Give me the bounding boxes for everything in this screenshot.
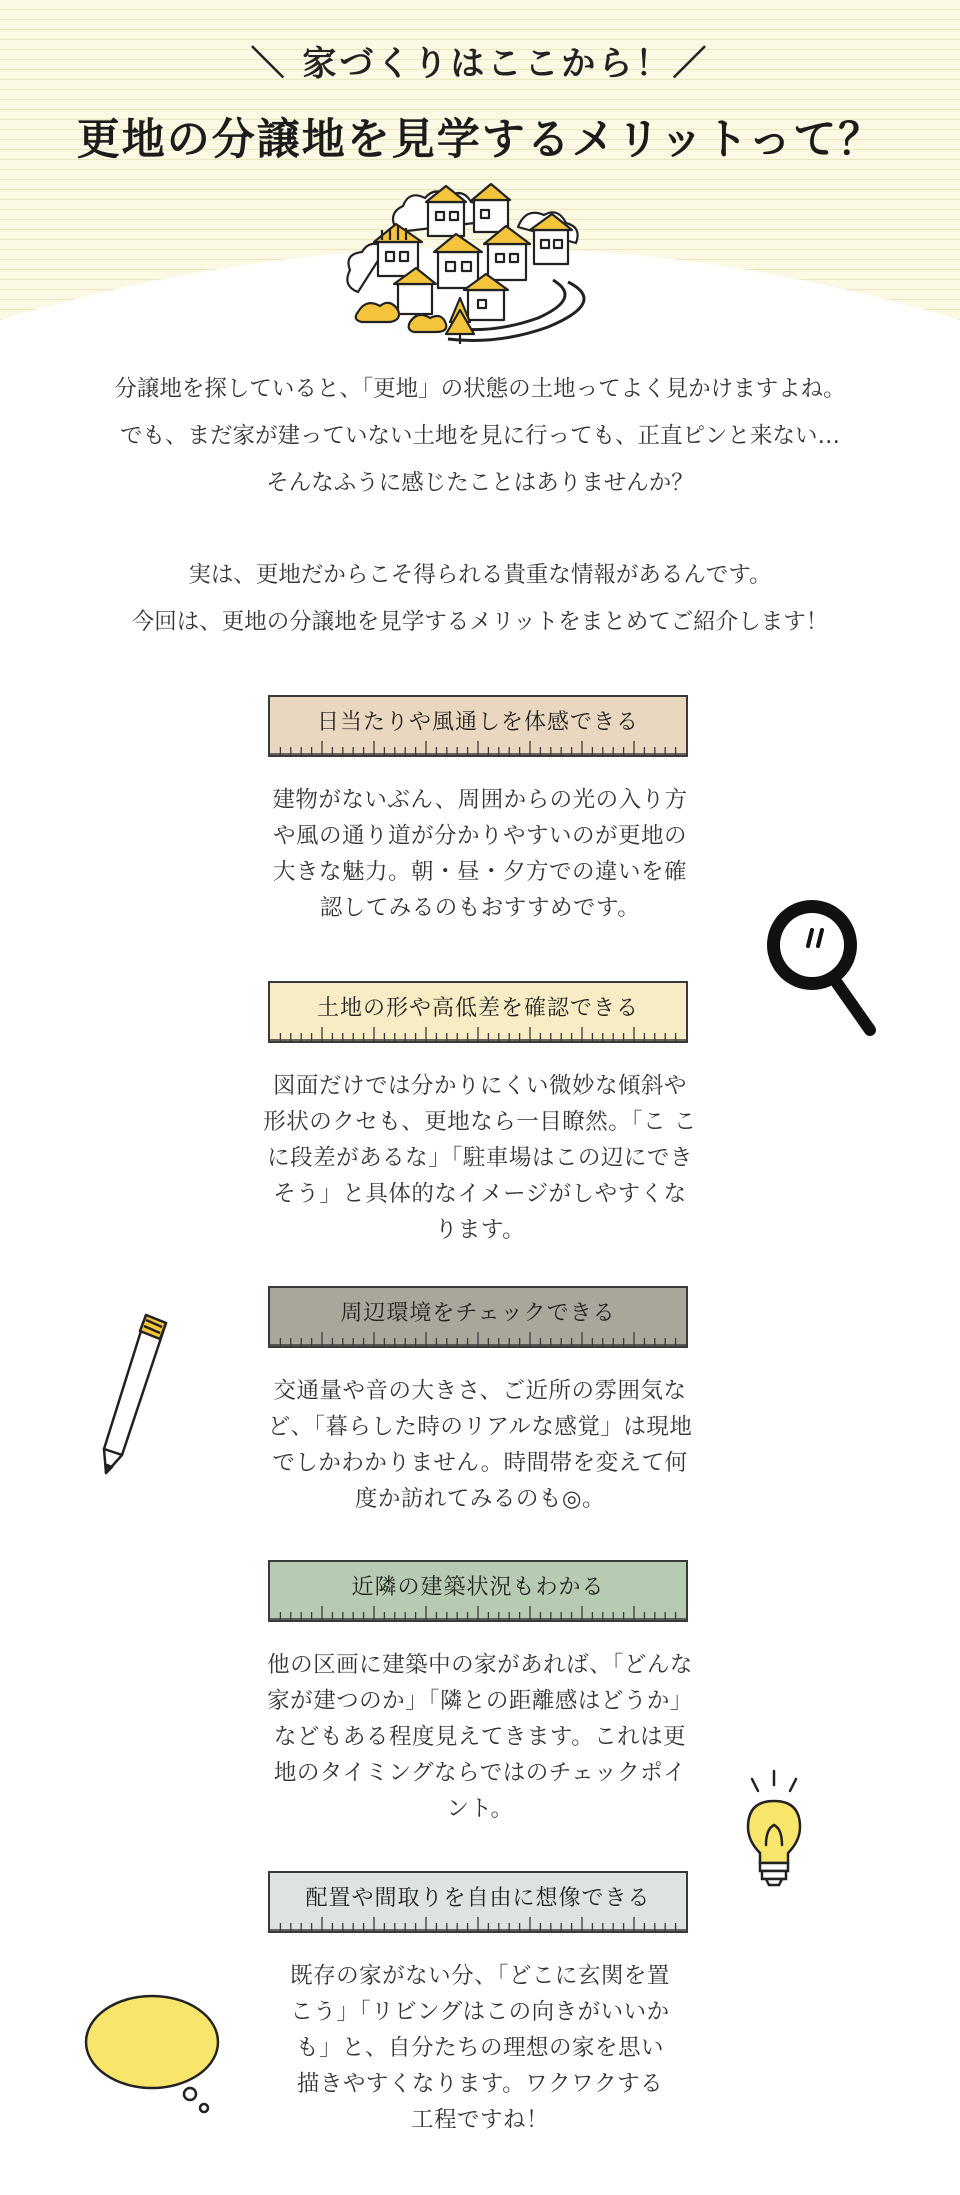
body-line: や風の通り道が分かりやすいのが更地の xyxy=(272,823,687,849)
body-line: 認してみるのもおすすめです。 xyxy=(319,895,641,921)
section-body-land-shape xyxy=(238,1068,722,1248)
section-heading-surroundings xyxy=(268,1286,688,1348)
section-body-surroundings xyxy=(238,1373,722,1517)
body-line: こう」「リビングはこの向きがいいか xyxy=(290,1999,670,2025)
body-line: 描きやすくなります。ワクワクする xyxy=(296,2071,664,2097)
section-body-floorplan xyxy=(238,1958,722,2138)
body-line: 家が建つのか」「隣との距離感はどうか」 xyxy=(267,1688,693,1714)
body-line: 交通量や音の大きさ、ご近所の雰囲気な xyxy=(273,1378,687,1404)
body-line: 工程ですね！ xyxy=(410,2107,549,2133)
body-line: 既存の家がない分、「どこに玄関を置 xyxy=(290,1963,670,1989)
ruler-ticks xyxy=(270,1602,686,1620)
body-line: 他の区画に建築中の家があれば、「どんな xyxy=(267,1652,693,1678)
intro-line: 分譲地を探していると、「更地」の状態の土地ってよく見かけますよね。 xyxy=(114,376,846,402)
section-heading-sunlight xyxy=(268,695,688,757)
ruler-ticks xyxy=(270,1913,686,1931)
section-title: 日当たりや風通しを体感できる xyxy=(316,710,639,735)
body-line: 度か訪れてみるのも◎。 xyxy=(354,1486,606,1512)
section-title: 周辺環境をチェックできる xyxy=(340,1301,616,1326)
header-eyebrow: ＼ 家づくりはここから！／ xyxy=(250,44,710,84)
section-title: 土地の形や高低差を確認できる xyxy=(316,996,639,1021)
body-line: 地のタイミングならではのチェックポイ xyxy=(273,1760,687,1786)
body-line: そう」と具体的なイメージがしやすくな xyxy=(273,1181,687,1207)
magnifier-icon xyxy=(760,890,890,1040)
body-line: 大きな魅力。朝・昼・夕方での違いを確 xyxy=(272,859,687,885)
lightbulb-icon xyxy=(730,1765,820,1905)
body-line: も」と、自分たちの理想の家を思い xyxy=(295,2035,664,2061)
section-body-neighbors xyxy=(238,1647,722,1827)
section-heading-neighbors xyxy=(268,1560,688,1622)
body-line: 建物がないぶん、周囲からの光の入り方 xyxy=(272,787,688,813)
body-line: でしかわかりません。時間帯を変えて何 xyxy=(272,1450,688,1476)
body-line: 図面だけでは分かりにくい微妙な傾斜や xyxy=(272,1073,687,1099)
intro-line: 実は、更地だからこそ得られる貴重な情報があるんです。 xyxy=(188,562,772,588)
pencil-icon xyxy=(90,1305,180,1480)
ruler-ticks xyxy=(270,1328,686,1346)
body-line: ります。 xyxy=(434,1217,526,1243)
intro-line: そんなふうに感じたことはありませんか？ xyxy=(266,470,694,496)
section-title: 配置や間取りを自由に想像できる xyxy=(305,1886,651,1911)
body-line: に段差があるな」「駐車場はこの辺にでき xyxy=(267,1145,693,1171)
intro-paragraph-2 xyxy=(40,552,920,646)
section-body-sunlight xyxy=(238,782,722,926)
intro-line: 今回は、更地の分譲地を見学するメリットをまとめてご紹介します！ xyxy=(131,609,829,635)
body-line: ど、「暮らした時のリアルな感覚」は現地 xyxy=(267,1414,693,1440)
speech-bubble-icon xyxy=(80,1990,240,2120)
body-line: 形状のクセも、更地なら一目瞭然。「こ こ xyxy=(263,1109,697,1135)
intro-line: でも、まだ家が建っていない土地を見に行っても、正直ピンと来ない… xyxy=(119,423,840,449)
ruler-ticks xyxy=(270,737,686,755)
section-heading-floorplan xyxy=(268,1871,688,1933)
section-heading-land-shape xyxy=(268,981,688,1043)
intro-paragraph-1 xyxy=(40,366,920,507)
page-title: 更地の分譲地を見学するメリットって？ xyxy=(76,115,884,165)
body-line: ント。 xyxy=(446,1796,514,1822)
ruler-ticks xyxy=(270,1023,686,1041)
town-illustration xyxy=(338,172,628,347)
body-line: などもある程度見えてきます。これは更 xyxy=(273,1724,687,1750)
section-title: 近隣の建築状況もわかる xyxy=(351,1575,605,1600)
